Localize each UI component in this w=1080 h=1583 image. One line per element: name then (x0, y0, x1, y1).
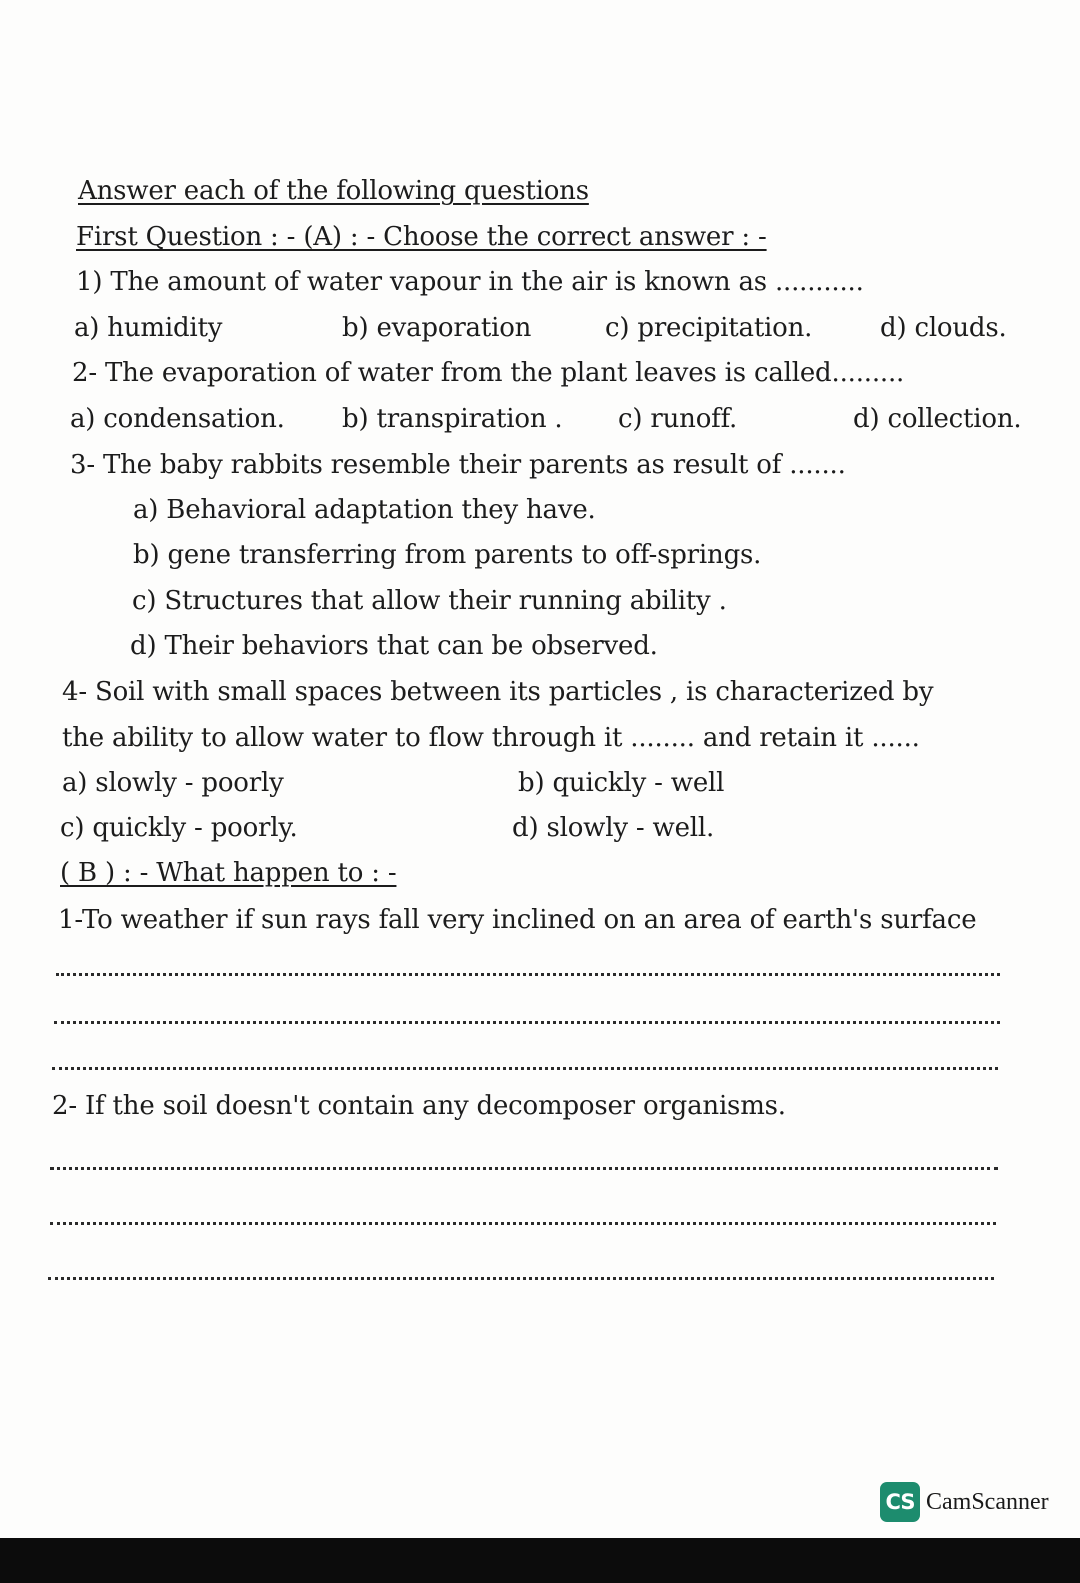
q1-option-c: c) precipitation. (605, 313, 813, 343)
q4-option-a: a) slowly - poorly (62, 768, 284, 798)
q1-option-b: b) evaporation (342, 313, 532, 343)
question-1: 1) The amount of water vapour in the air is known as ........... (76, 267, 864, 297)
page-heading: Answer each of the following questions (78, 176, 589, 206)
q1-option-d: d) clouds. (880, 313, 1007, 343)
answer-line (50, 1167, 998, 1170)
camscanner-watermark (880, 1482, 1049, 1522)
q2-option-b: b) transpiration . (342, 404, 563, 434)
q3-option-c: c) Structures that allow their running ability . (132, 586, 727, 616)
answer-line (54, 1021, 1000, 1024)
q4-option-b: b) quickly - well (518, 768, 725, 798)
q1-option-a: a) humidity (74, 313, 223, 343)
section-b-header: ( B ) : - What happen to : - (60, 858, 397, 888)
q4-option-c: c) quickly - poorly. (60, 813, 298, 843)
q4-option-d: d) slowly - well. (512, 813, 715, 843)
bottom-bar (0, 1538, 1080, 1583)
answer-line (56, 973, 1000, 976)
q3-option-b: b) gene transferring from parents to off-springs. (133, 540, 762, 570)
first-question-header: First Question : - (A) : - Choose the correct answer : - (76, 222, 767, 252)
q2-option-c: c) runoff. (618, 404, 738, 434)
q3-option-a: a) Behavioral adaptation they have. (133, 495, 596, 525)
answer-line (50, 1222, 996, 1225)
question-3: 3- The baby rabbits resemble their parents as result of ....... (70, 450, 846, 480)
section-b-question-2: 2- If the soil doesn't contain any decomposer organisms. (52, 1091, 786, 1121)
question-4-line-2: the ability to allow water to flow through it ........ and retain it ...... (62, 723, 920, 753)
q2-option-a: a) condensation. (70, 404, 285, 434)
camscanner-label: CamScanner (926, 1488, 1049, 1515)
q3-option-d: d) Their behaviors that can be observed. (130, 631, 658, 661)
question-2: 2- The evaporation of water from the plant leaves is called......... (72, 358, 905, 388)
answer-line (52, 1067, 998, 1070)
camscanner-logo-icon: CS (880, 1482, 920, 1522)
section-b-question-1: 1-To weather if sun rays fall very inclined on an area of earth's surface (58, 905, 977, 935)
answer-line (48, 1277, 994, 1280)
question-4-line-1: 4- Soil with small spaces between its particles , is characterized by (62, 677, 934, 707)
q2-option-d: d) collection. (853, 404, 1022, 434)
